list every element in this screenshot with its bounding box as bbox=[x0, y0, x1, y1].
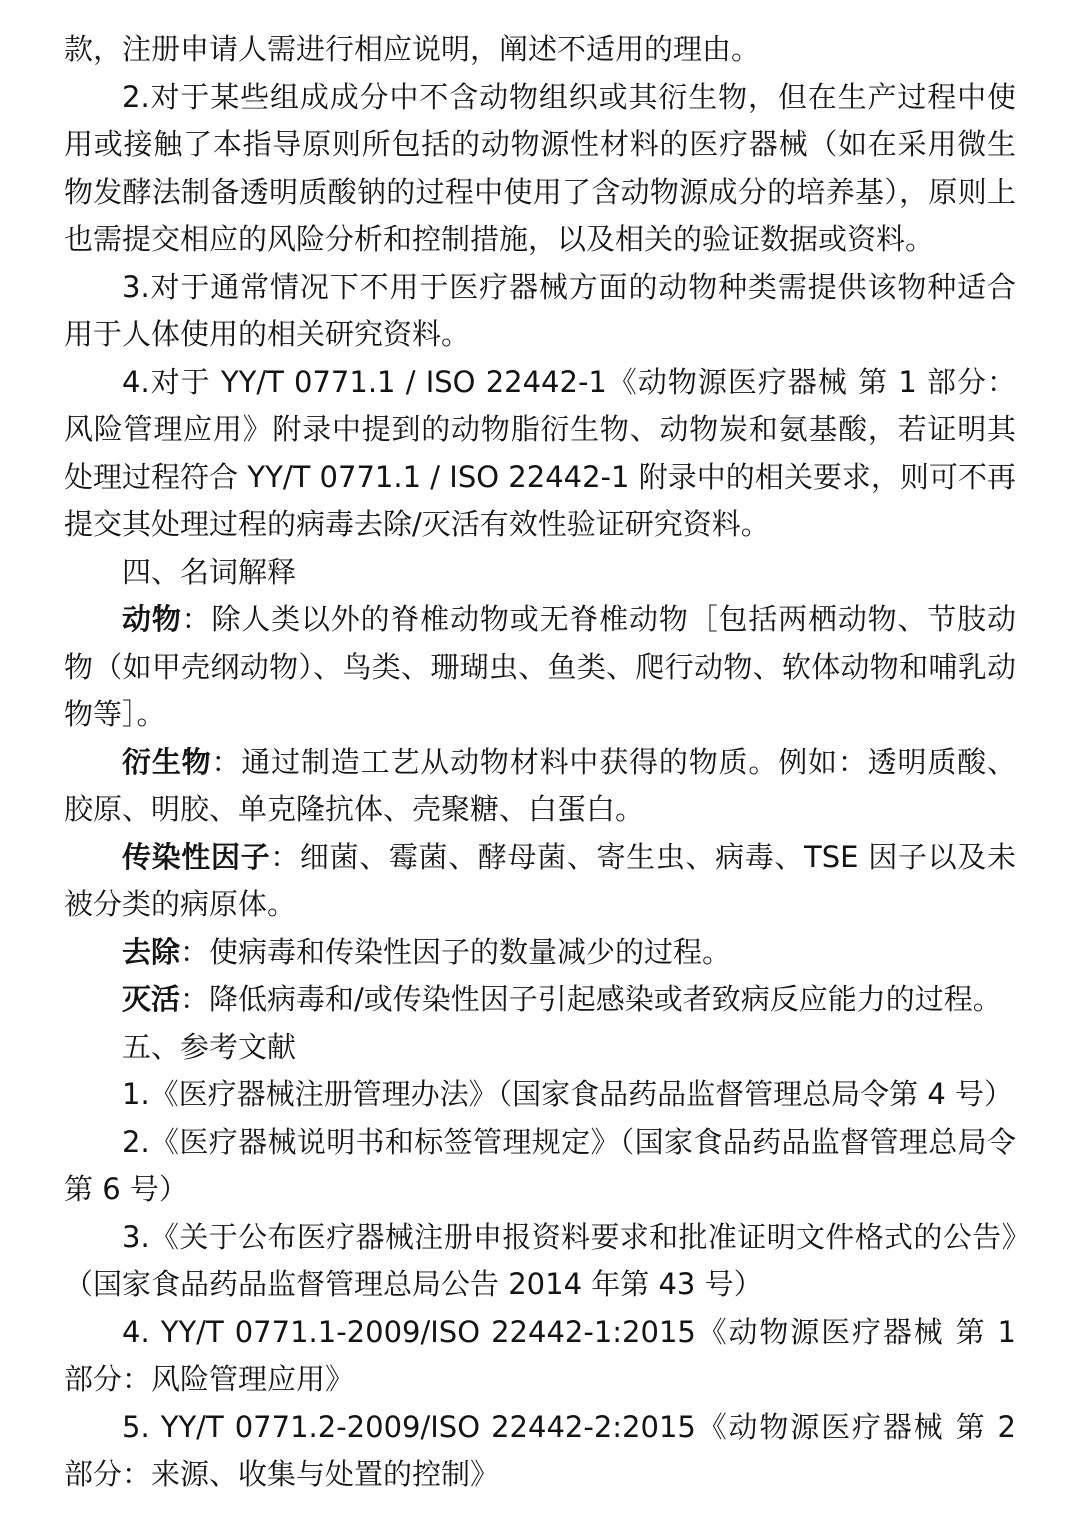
document-page bbox=[64, 26, 1016, 1499]
item-4-paragraph: 4.对于 YY/T 0771.1 / ISO 22442-1《动物源医疗器械 第 1 部分：风险管理应用》附录中提到的动物脂衍生物、动物炭和氨基酸，若证明其处理过程符合 YY/T 0771.1 / ISO 22442-1 附录中的相关要求，则可不再提交其处理过程的病毒去除/灭活有效性验证研究资料。 bbox=[64, 364, 1016, 541]
section-heading-terms: 四、名词解释 bbox=[122, 554, 297, 589]
definition-term: 衍生物 bbox=[122, 744, 212, 779]
reference-item: 2.《医疗器械说明书和标签管理规定》（国家食品药品监督管理总局令第 6 号） bbox=[64, 1124, 1016, 1206]
reference-item: 1.《医疗器械注册管理办法》（国家食品药品监督管理总局令第 4 号） bbox=[122, 1077, 1014, 1111]
definition-term: 灭活 bbox=[122, 982, 181, 1016]
reference-item: 5. YY/T 0771.2-2009/ISO 22442-2:2015《动物源医疗器械 第 2 部分：来源、收集与处置的控制》 bbox=[64, 1409, 1016, 1491]
definition-term: 动物 bbox=[122, 602, 182, 636]
reference-item: 4. YY/T 0771.1-2009/ISO 22442-1:2015《动物源医疗器械 第 1 部分：风险管理应用》 bbox=[64, 1314, 1016, 1396]
definition-text: ：降低病毒和/或传染性因子引起感染或者致病反应能力的过程。 bbox=[180, 982, 1002, 1016]
definition-term: 传染性因子 bbox=[122, 839, 271, 874]
item-3-paragraph: 3.对于通常情况下不用于医疗器械方面的动物种类需提供该物种适合用于人体使用的相关研究资料。 bbox=[64, 269, 1016, 351]
definition-infectious-agent bbox=[64, 834, 1016, 929]
definition-term: 去除 bbox=[122, 934, 181, 969]
definition-animal bbox=[64, 596, 1016, 739]
item-2-paragraph: 2.对于某些组成成分中不含动物组织或其衍生物，但在生产过程中使用或接触了本指导原则所包括的动物源性材料的医疗器械（如在采用微生物发酵法制备透明质酸钠的过程中使用了含动物源成分的培养基），原则上也需提交相应的风险分析和控制措施，以及相关的验证数据或资料。 bbox=[64, 79, 1016, 256]
definition-removal bbox=[64, 929, 1016, 977]
section-heading-references: 五、参考文献 bbox=[122, 1029, 297, 1064]
definition-text: ：细菌、霉菌、酵母菌、寄生虫、病毒、TSE 因子以及未被分类的病原体。 bbox=[64, 839, 1016, 921]
continuation-paragraph: 款，注册申请人需进行相应说明，阐述不适用的理由。 bbox=[64, 32, 761, 66]
definition-text: ：使病毒和传染性因子的数量减少的过程。 bbox=[180, 934, 732, 969]
reference-item: 3.《关于公布医疗器械注册申报资料要求和批准证明文件格式的公告》（国家食品药品监督管理总局公告 2014 年第 43 号） bbox=[64, 1219, 1016, 1301]
definition-text: ：通过制造工艺从动物材料中获得的物质。例如：透明质酸、胶原、明胶、单克隆抗体、壳聚糖、白蛋白。 bbox=[64, 744, 1016, 826]
definition-text: ：除人类以外的脊椎动物或无脊椎动物［包括两栖动物、节肢动物（如甲壳纲动物）、鸟类、珊瑚虫、鱼类、爬行动物、软体动物和哺乳动物等］。 bbox=[64, 602, 1016, 731]
definition-inactivation bbox=[64, 976, 1016, 1024]
definition-derivative bbox=[64, 739, 1016, 834]
